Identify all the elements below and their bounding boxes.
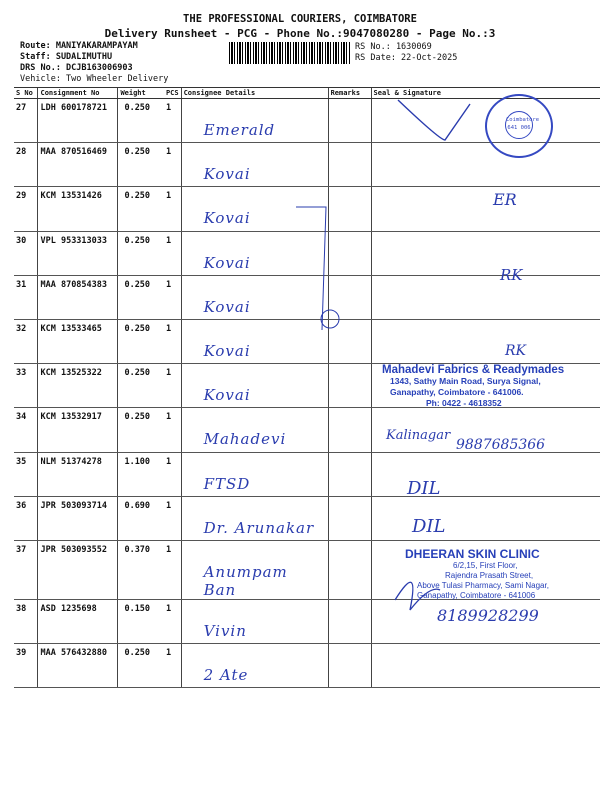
signature-33: RK <box>505 343 526 359</box>
runsheet-subtitle: Delivery Runsheet - PCG - Phone No.:9047080280 - Page No.:3 <box>104 27 496 40</box>
row-sno: 33 <box>14 364 38 408</box>
row-consignment: VPL 953313033 <box>38 231 118 275</box>
drs-number: DRS No.: DCJB163006903 <box>20 63 133 73</box>
row-weight: 0.370 <box>118 540 164 599</box>
row-sno: 30 <box>14 231 38 275</box>
row-consignment: MAA 870516469 <box>38 143 118 187</box>
row-consignment: MAA 576432880 <box>38 644 118 688</box>
row-weight: 0.250 <box>118 644 164 688</box>
mahadevi-line1: 1343, Sathy Main Road, Surya Signal, <box>390 376 541 386</box>
row-pcs: 1 <box>164 319 181 363</box>
company-title: THE PROFESSIONAL COURIERS, COIMBATORE <box>183 13 417 25</box>
clinic-line3: Above Tulasi Pharmacy, Sami Nagar, <box>417 581 549 590</box>
consignee-handwriting: Kovai <box>203 253 251 272</box>
vehicle: Vehicle: Two Wheeler Delivery <box>20 74 169 84</box>
mahadevi-stamp <box>382 364 582 409</box>
row-consignee <box>181 143 328 187</box>
row-sno: 36 <box>14 496 38 540</box>
barcode <box>229 42 350 64</box>
clinic-line4: Ganapathy, Coimbatore - 641006 <box>417 591 536 600</box>
row-consignment: LDH 600178721 <box>38 99 118 143</box>
row-weight: 0.250 <box>118 99 164 143</box>
row-remarks <box>328 319 371 363</box>
table-row <box>14 496 600 540</box>
consignee-handwriting: FTSD <box>203 474 251 493</box>
row-weight: 1.100 <box>118 452 164 496</box>
phone-39: 8189928299 <box>437 606 539 625</box>
row-consignee <box>181 408 328 452</box>
row-pcs: 1 <box>164 408 181 452</box>
row-consignment: MAA 870854383 <box>38 275 118 319</box>
consignee-handwriting: Kovai <box>203 297 251 316</box>
col-remarks: Remarks <box>328 88 371 99</box>
row-seal <box>371 644 600 688</box>
row-remarks <box>328 408 371 452</box>
col-seal: Seal & Signature <box>371 88 600 99</box>
row-sno: 38 <box>14 599 38 643</box>
col-weight: Weight <box>118 88 164 99</box>
row-seal <box>371 275 600 319</box>
consignee-handwriting: Kovai <box>203 341 251 360</box>
row-consignee <box>181 319 328 363</box>
staff: Staff: SUDALIMUTHU <box>20 52 113 62</box>
row-consignee <box>181 452 328 496</box>
signature-36: DIL <box>407 478 441 499</box>
row-consignee <box>181 231 328 275</box>
row-sno: 31 <box>14 275 38 319</box>
mahadevi-phone: Ph: 0422 - 4618352 <box>426 398 502 408</box>
row-sno: 34 <box>14 408 38 452</box>
row-weight: 0.250 <box>118 143 164 187</box>
row-sno: 27 <box>14 99 38 143</box>
row-sno: 28 <box>14 143 38 187</box>
row-consignee <box>181 644 328 688</box>
row-pcs: 1 <box>164 275 181 319</box>
row-consignment: KCM 13533465 <box>38 319 118 363</box>
row-consignment: ASD 1235698 <box>38 599 118 643</box>
consignee-handwriting: Kovai <box>203 386 251 405</box>
row-consignee <box>181 599 328 643</box>
row-remarks <box>328 452 371 496</box>
clinic-line2: Rajendra Prasath Street, <box>445 571 534 580</box>
row-weight: 0.690 <box>118 496 164 540</box>
row-consignment: KCM 13532917 <box>38 408 118 452</box>
row-consignment: JPR 503093552 <box>38 540 118 599</box>
row-remarks <box>328 99 371 143</box>
row-sno: 35 <box>14 452 38 496</box>
consignee-handwriting: Anumpam Ban <box>203 562 288 599</box>
row-pcs: 1 <box>164 540 181 599</box>
company-seal-round <box>485 94 553 158</box>
signature-29: ER <box>493 190 517 209</box>
row-consignment: KCM 13531426 <box>38 187 118 231</box>
seal-code: 641 006 <box>507 125 531 131</box>
row-consignment: JPR 503093714 <box>38 496 118 540</box>
row-sno: 29 <box>14 187 38 231</box>
consignee-handwriting: Mahadevi <box>203 430 287 449</box>
row-sno: 37 <box>14 540 38 599</box>
row-remarks <box>328 644 371 688</box>
row-pcs: 1 <box>164 644 181 688</box>
row-consignee <box>181 275 328 319</box>
table-row <box>14 644 600 688</box>
col-consignee: Consignee Details <box>181 88 328 99</box>
row-consignee <box>181 364 328 408</box>
consignee-handwriting: Kovai <box>203 209 251 228</box>
row-weight: 0.250 <box>118 319 164 363</box>
note-35: Kalinagar <box>386 428 451 443</box>
mahadevi-name: Mahadevi Fabrics & Readymades <box>382 364 565 376</box>
signature-37: DIL <box>412 516 446 537</box>
row-remarks <box>328 496 371 540</box>
table-row <box>14 452 600 496</box>
row-sno: 32 <box>14 319 38 363</box>
clinic-line1: 6/2,15, First Floor, <box>453 561 518 570</box>
rs-number: RS No.: 1630069 <box>355 42 432 52</box>
row-seal <box>371 187 600 231</box>
row-consignee <box>181 540 328 599</box>
row-remarks <box>328 540 371 599</box>
row-sno: 39 <box>14 644 38 688</box>
consignee-handwriting: Vivin <box>203 621 247 640</box>
row-weight: 0.250 <box>118 187 164 231</box>
row-pcs: 1 <box>164 231 181 275</box>
row-weight: 0.150 <box>118 599 164 643</box>
row-consignment: KCM 13525322 <box>38 364 118 408</box>
rs-date: RS Date: 22-Oct-2025 <box>355 53 458 63</box>
mahadevi-line2: Ganapathy, Coimbatore - 641006. <box>390 387 524 397</box>
consignee-handwriting: 2 Ate <box>203 666 249 685</box>
row-consignee <box>181 496 328 540</box>
row-pcs: 1 <box>164 599 181 643</box>
clinic-stamp <box>395 547 595 601</box>
col-pcs: PCS <box>164 88 181 99</box>
row-pcs: 1 <box>164 452 181 496</box>
row-remarks <box>328 143 371 187</box>
signature-31: RK <box>500 266 523 284</box>
row-seal <box>371 231 600 275</box>
row-seal <box>371 319 600 363</box>
row-weight: 0.250 <box>118 231 164 275</box>
consignee-handwriting: Emerald <box>203 121 276 139</box>
row-pcs: 1 <box>164 187 181 231</box>
row-seal <box>371 452 600 496</box>
route: Route: MANIYAKARAMPAYAM <box>20 41 138 51</box>
row-weight: 0.250 <box>118 364 164 408</box>
row-remarks <box>328 275 371 319</box>
row-pcs: 1 <box>164 496 181 540</box>
consignee-handwriting: Dr. Arunakar <box>203 518 315 537</box>
consignee-handwriting: Kovai <box>203 165 251 184</box>
row-consignee <box>181 99 328 143</box>
row-weight: 0.250 <box>118 408 164 452</box>
phone-35: 9887685366 <box>456 437 546 453</box>
row-pcs: 1 <box>164 364 181 408</box>
row-consignment: NLM 51374278 <box>38 452 118 496</box>
row-seal <box>371 143 600 187</box>
row-remarks <box>328 364 371 408</box>
row-consignee <box>181 187 328 231</box>
seal-city: Coimbatore <box>506 117 540 123</box>
col-sno: S No <box>14 88 38 99</box>
row-remarks <box>328 187 371 231</box>
row-weight: 0.250 <box>118 275 164 319</box>
row-pcs: 1 <box>164 99 181 143</box>
clinic-name: DHEERAN SKIN CLINIC <box>405 547 540 561</box>
col-consignment: Consignment No <box>38 88 118 99</box>
row-pcs: 1 <box>164 143 181 187</box>
row-remarks <box>328 231 371 275</box>
row-seal <box>371 496 600 540</box>
row-remarks <box>328 599 371 643</box>
